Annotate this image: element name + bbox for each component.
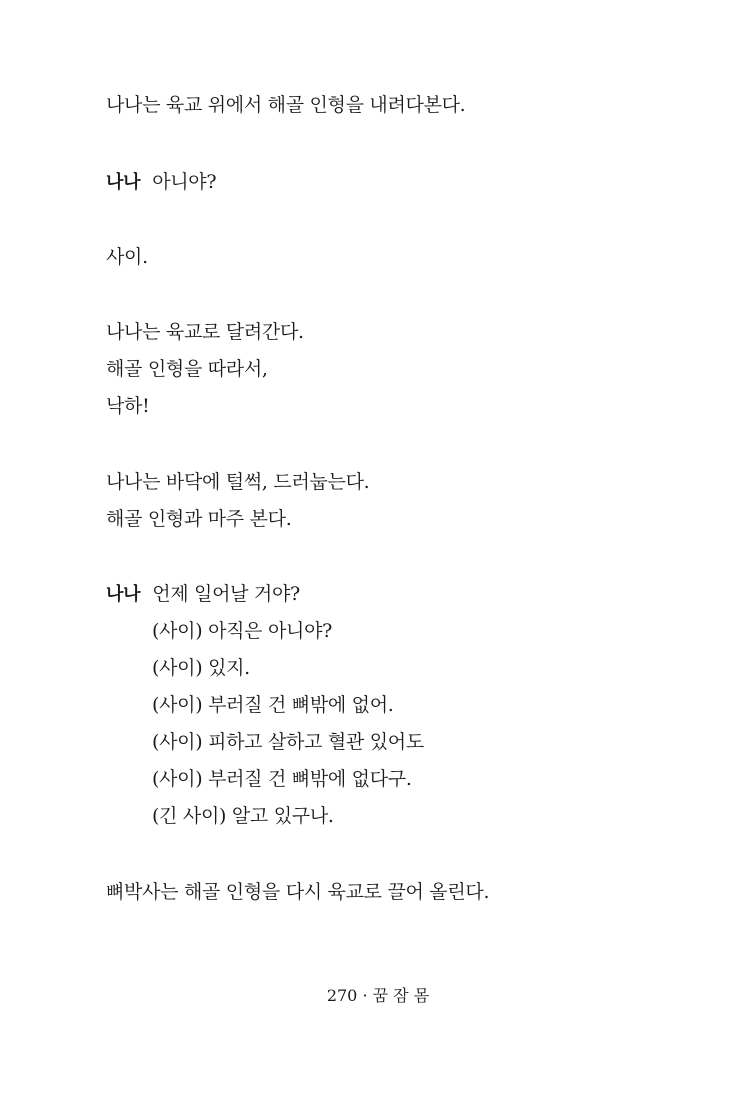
response-line: (사이) 있지. bbox=[152, 657, 250, 679]
stage-direction: 나나는 바닥에 털썩, 드러눕는다. bbox=[106, 471, 370, 493]
response-line: (사이) 아직은 아니야? bbox=[152, 620, 333, 642]
response-line: (사이) 부러질 건 뼈밖에 없어. bbox=[152, 694, 394, 716]
stage-direction: 사이. bbox=[106, 246, 148, 268]
speaker-name: 나나 bbox=[106, 172, 141, 193]
stage-direction: 낙하! bbox=[106, 395, 150, 417]
stage-direction: 해골 인형을 따라서, bbox=[106, 358, 268, 380]
stage-direction: 나나는 육교로 달려간다. bbox=[106, 321, 304, 343]
response-line: (사이) 부러질 건 뼈밖에 없다구. bbox=[152, 768, 412, 790]
page-number: 270 bbox=[326, 986, 358, 1005]
dialogue-line bbox=[106, 582, 300, 607]
book-title: 꿈 잠 몸 bbox=[372, 986, 430, 1005]
dialogue-text: 언제 일어날 거야? bbox=[152, 583, 300, 605]
dialogue-line bbox=[106, 170, 216, 195]
footer-separator: · bbox=[362, 986, 368, 1005]
dialogue-text: 아니야? bbox=[152, 171, 217, 193]
stage-direction: 뼈박사는 해골 인형을 다시 육교로 끌어 올린다. bbox=[106, 881, 490, 903]
stage-direction: 나나는 육교 위에서 해골 인형을 내려다본다. bbox=[106, 94, 466, 116]
page-footer bbox=[0, 986, 756, 1006]
response-line: (긴 사이) 알고 있구나. bbox=[152, 805, 334, 827]
speaker-name: 나나 bbox=[106, 584, 141, 605]
stage-direction: 해골 인형과 마주 본다. bbox=[106, 508, 292, 530]
response-line: (사이) 피하고 살하고 혈관 있어도 bbox=[152, 731, 424, 753]
